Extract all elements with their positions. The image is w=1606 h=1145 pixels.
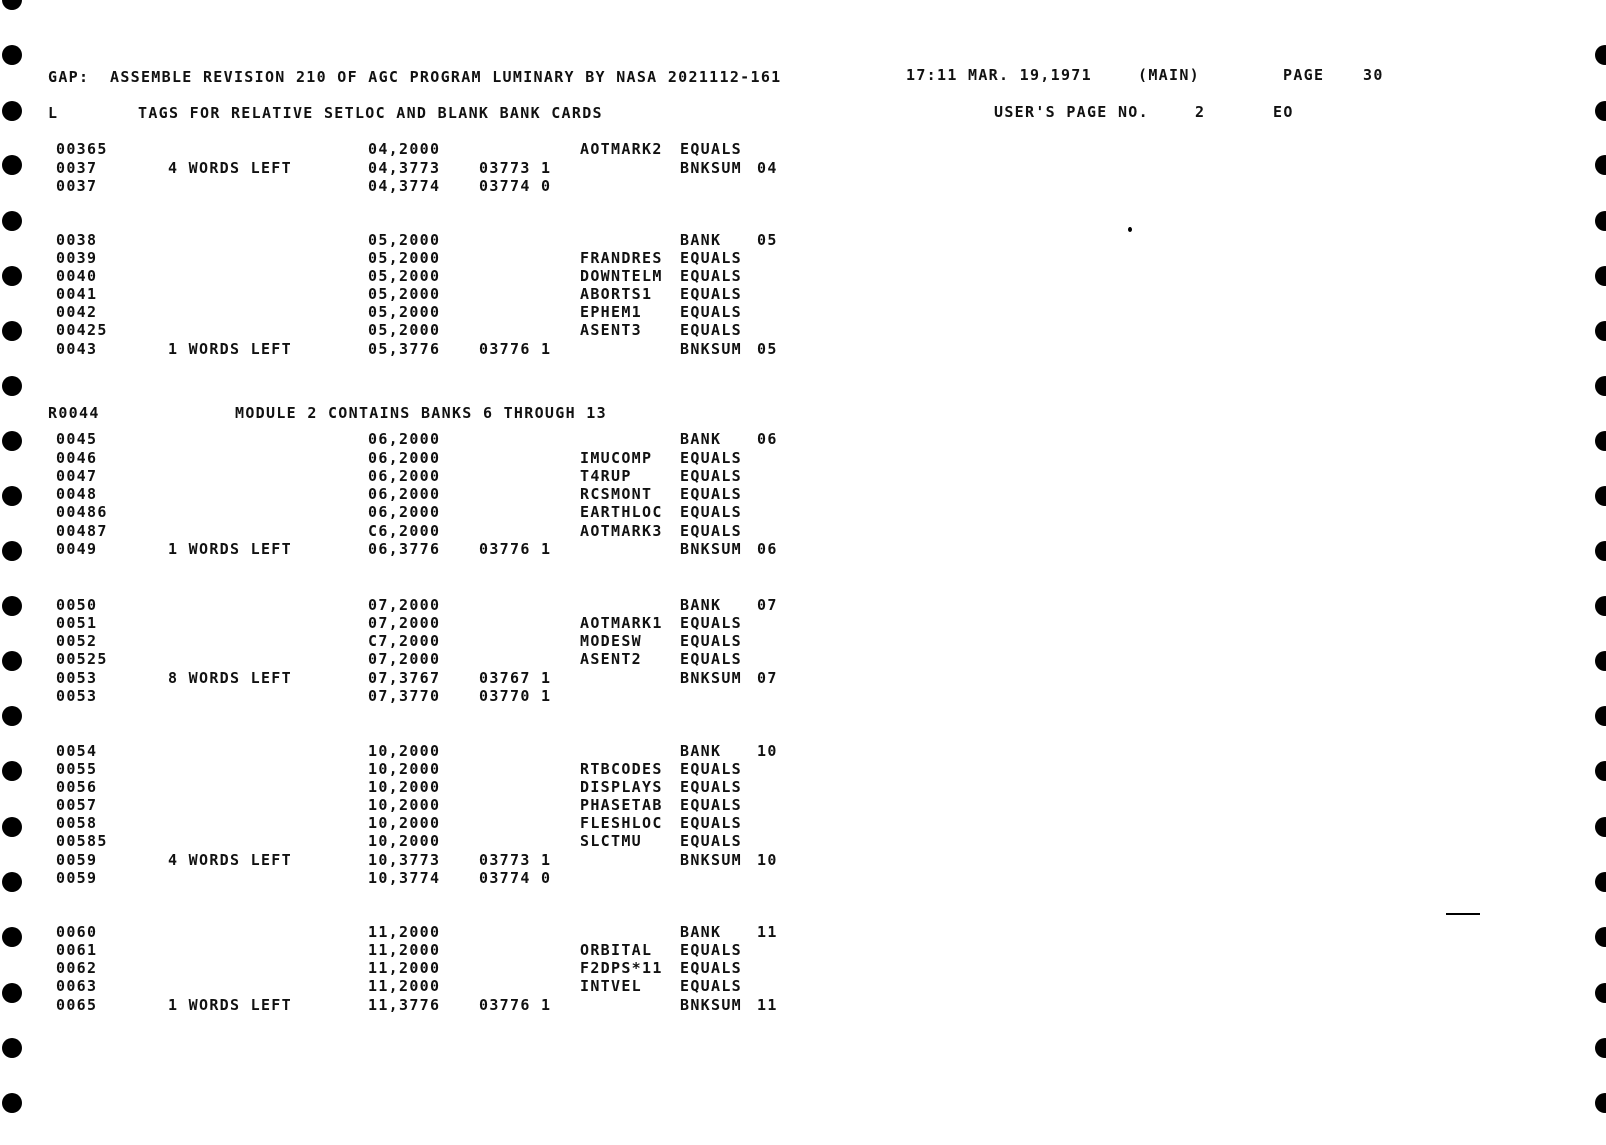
location: 06,2000	[368, 430, 441, 448]
octal-address: 03773 1	[479, 851, 552, 869]
seq-number: 0056	[56, 778, 98, 796]
tractor-hole	[1595, 706, 1606, 726]
tractor-hole	[1595, 983, 1606, 1003]
tractor-hole	[2, 651, 22, 671]
seq-number: 0058	[56, 814, 98, 832]
tractor-hole	[2, 1093, 22, 1113]
operation: EQUALS	[680, 485, 742, 503]
operation: EQUALS	[680, 796, 742, 814]
seq-number: 0063	[56, 977, 98, 995]
seq-number: 0053	[56, 669, 98, 687]
octal-address: 03767 1	[479, 669, 552, 687]
tractor-hole	[1595, 596, 1606, 616]
symbol-label: FLESHLOC	[580, 814, 663, 832]
location: 10,2000	[368, 832, 441, 850]
tractor-hole	[1595, 872, 1606, 892]
operation: EQUALS	[680, 303, 742, 321]
operation: BANK	[680, 742, 722, 760]
seq-number: 0052	[56, 632, 98, 650]
location: 07,3770	[368, 687, 441, 705]
tractor-hole	[1595, 1093, 1606, 1113]
stray-mark	[1446, 913, 1480, 915]
symbol-label: AOTMARK3	[580, 522, 663, 540]
seq-number: 0061	[56, 941, 98, 959]
location: 11,2000	[368, 977, 441, 995]
tractor-hole	[2, 872, 22, 892]
octal-address: 03774 0	[479, 177, 552, 195]
seq-number: 00486	[56, 503, 108, 521]
tractor-hole	[1595, 486, 1606, 506]
seq-number: 0059	[56, 851, 98, 869]
location: 05,2000	[368, 249, 441, 267]
seq-number: 00525	[56, 650, 108, 668]
symbol-label: INTVEL	[580, 977, 642, 995]
symbol-label: ASENT2	[580, 650, 642, 668]
location: 07,2000	[368, 596, 441, 614]
location: 05,3776	[368, 340, 441, 358]
symbol-label: EARTHLOC	[580, 503, 663, 521]
seq-number: 0043	[56, 340, 98, 358]
location: C6,2000	[368, 522, 441, 540]
operation: BNKSUM	[680, 540, 742, 558]
seq-number: 0059	[56, 869, 98, 887]
operation: BNKSUM	[680, 340, 742, 358]
seq-number: 0037	[56, 159, 98, 177]
tractor-hole	[2, 1038, 22, 1058]
operation: BNKSUM	[680, 996, 742, 1014]
seq-number: 00585	[56, 832, 108, 850]
tractor-hole	[1595, 541, 1606, 561]
tractor-hole	[1595, 651, 1606, 671]
seq-number: 0060	[56, 923, 98, 941]
symbol-label: FRANDRES	[580, 249, 663, 267]
tractor-hole	[2, 706, 22, 726]
location: 10,3773	[368, 851, 441, 869]
tractor-hole	[2, 927, 22, 947]
location: 06,2000	[368, 503, 441, 521]
operation: EQUALS	[680, 321, 742, 339]
symbol-label: DOWNTELM	[580, 267, 663, 285]
tractor-hole	[1595, 431, 1606, 451]
seq-number: 00487	[56, 522, 108, 540]
seq-number: 0055	[56, 760, 98, 778]
seq-number: 0037	[56, 177, 98, 195]
operation: EQUALS	[680, 814, 742, 832]
operation: EQUALS	[680, 449, 742, 467]
octal-address: 03774 0	[479, 869, 552, 887]
operation: BNKSUM	[680, 669, 742, 687]
symbol-label: ABORTS1	[580, 285, 653, 303]
operation: BANK	[680, 231, 722, 249]
operation: EQUALS	[680, 267, 742, 285]
tractor-hole	[2, 761, 22, 781]
operation: EQUALS	[680, 941, 742, 959]
tractor-hole	[2, 0, 22, 10]
location: 05,2000	[368, 303, 441, 321]
header-page-number: 30	[1363, 66, 1384, 84]
operation: EQUALS	[680, 778, 742, 796]
location: 06,2000	[368, 467, 441, 485]
operand: 10	[757, 851, 778, 869]
operation: EQUALS	[680, 249, 742, 267]
operation: EQUALS	[680, 522, 742, 540]
seq-number: 00425	[56, 321, 108, 339]
seq-number: 0040	[56, 267, 98, 285]
seq-number: 0042	[56, 303, 98, 321]
location: 10,2000	[368, 796, 441, 814]
users-page-number: 2	[1195, 103, 1206, 121]
octal-address: 03773 1	[479, 159, 552, 177]
tractor-hole	[1595, 1038, 1606, 1058]
tractor-hole	[2, 817, 22, 837]
tractor-hole	[1595, 376, 1606, 396]
words-left: 8 WORDS LEFT	[168, 669, 292, 687]
location: 11,2000	[368, 959, 441, 977]
location: 06,3776	[368, 540, 441, 558]
seq-number: 0057	[56, 796, 98, 814]
location: 07,3767	[368, 669, 441, 687]
symbol-label: ORBITAL	[580, 941, 653, 959]
words-left: 1 WORDS LEFT	[168, 540, 292, 558]
seq-number: 0065	[56, 996, 98, 1014]
location: 11,2000	[368, 941, 441, 959]
header-title: GAP: ASSEMBLE REVISION 210 OF AGC PROGRAM LUMINARY BY NASA 2021112-161	[48, 68, 782, 86]
octal-address: 03770 1	[479, 687, 552, 705]
symbol-label: SLCTMU	[580, 832, 642, 850]
tractor-hole	[2, 541, 22, 561]
operation: EQUALS	[680, 285, 742, 303]
tractor-hole	[1595, 321, 1606, 341]
operation: EQUALS	[680, 632, 742, 650]
symbol-label: RCSMONT	[580, 485, 653, 503]
operation: EQUALS	[680, 503, 742, 521]
operation: EQUALS	[680, 832, 742, 850]
operand: 05	[757, 231, 778, 249]
tractor-hole	[2, 983, 22, 1003]
tractor-hole	[2, 596, 22, 616]
seq-number: 0038	[56, 231, 98, 249]
users-page-label: USER'S PAGE NO.	[994, 103, 1149, 121]
seq-number: 0046	[56, 449, 98, 467]
seq-number: 0049	[56, 540, 98, 558]
stray-dot	[1128, 227, 1132, 232]
module-note-seq: R0044	[48, 404, 100, 422]
tractor-hole	[1595, 761, 1606, 781]
words-left: 4 WORDS LEFT	[168, 159, 292, 177]
octal-address: 03776 1	[479, 540, 552, 558]
location: 04,2000	[368, 140, 441, 158]
location: 11,3776	[368, 996, 441, 1014]
location: 10,2000	[368, 760, 441, 778]
operand: 07	[757, 596, 778, 614]
operand: 06	[757, 540, 778, 558]
symbol-label: RTBCODES	[580, 760, 663, 778]
tractor-hole	[2, 266, 22, 286]
operand: 05	[757, 340, 778, 358]
operation: EQUALS	[680, 977, 742, 995]
symbol-label: EPHEM1	[580, 303, 642, 321]
location: 06,2000	[368, 485, 441, 503]
location: 07,2000	[368, 614, 441, 632]
octal-address: 03776 1	[479, 996, 552, 1014]
subheader-marker: L	[48, 104, 59, 122]
location: 05,2000	[368, 231, 441, 249]
tractor-hole	[2, 211, 22, 231]
tractor-hole	[1595, 211, 1606, 231]
right-tractor-holes	[1566, 0, 1606, 1145]
location: 10,2000	[368, 814, 441, 832]
operation: EQUALS	[680, 959, 742, 977]
seq-number: 0053	[56, 687, 98, 705]
tractor-hole	[1595, 927, 1606, 947]
tractor-hole	[2, 45, 22, 65]
tractor-hole	[1595, 45, 1606, 65]
location: 11,2000	[368, 923, 441, 941]
operation: EQUALS	[680, 760, 742, 778]
words-left: 4 WORDS LEFT	[168, 851, 292, 869]
symbol-label: MODESW	[580, 632, 642, 650]
operation: EQUALS	[680, 614, 742, 632]
operand: 10	[757, 742, 778, 760]
location: 05,2000	[368, 285, 441, 303]
operation: BANK	[680, 430, 722, 448]
tractor-hole	[2, 321, 22, 341]
symbol-label: AOTMARK2	[580, 140, 663, 158]
tractor-hole	[1595, 817, 1606, 837]
seq-number: 00365	[56, 140, 108, 158]
octal-address: 03776 1	[479, 340, 552, 358]
seq-number: 0045	[56, 430, 98, 448]
location: C7,2000	[368, 632, 441, 650]
subheader-code: EO	[1273, 103, 1294, 121]
operand: 04	[757, 159, 778, 177]
seq-number: 0062	[56, 959, 98, 977]
module-note-text: MODULE 2 CONTAINS BANKS 6 THROUGH 13	[235, 404, 607, 422]
tractor-hole	[2, 155, 22, 175]
symbol-label: PHASETAB	[580, 796, 663, 814]
symbol-label: ASENT3	[580, 321, 642, 339]
seq-number: 0054	[56, 742, 98, 760]
operand: 07	[757, 669, 778, 687]
symbol-label: AOTMARK1	[580, 614, 663, 632]
words-left: 1 WORDS LEFT	[168, 340, 292, 358]
seq-number: 0039	[56, 249, 98, 267]
header-page-label: PAGE	[1283, 66, 1325, 84]
header-segment: (MAIN)	[1138, 66, 1200, 84]
words-left: 1 WORDS LEFT	[168, 996, 292, 1014]
operation: EQUALS	[680, 467, 742, 485]
location: 04,3774	[368, 177, 441, 195]
operation: BANK	[680, 596, 722, 614]
location: 06,2000	[368, 449, 441, 467]
symbol-label: F2DPS*11	[580, 959, 663, 977]
seq-number: 0048	[56, 485, 98, 503]
location: 10,3774	[368, 869, 441, 887]
tractor-hole	[2, 101, 22, 121]
seq-number: 0047	[56, 467, 98, 485]
tractor-hole	[2, 486, 22, 506]
subheader-title: TAGS FOR RELATIVE SETLOC AND BLANK BANK CARDS	[138, 104, 603, 122]
operand: 11	[757, 996, 778, 1014]
left-tractor-holes	[0, 0, 40, 1145]
seq-number: 0051	[56, 614, 98, 632]
location: 04,3773	[368, 159, 441, 177]
seq-number: 0041	[56, 285, 98, 303]
location: 07,2000	[368, 650, 441, 668]
header-time: 17:11 MAR. 19,1971	[906, 66, 1092, 84]
tractor-hole	[2, 431, 22, 451]
symbol-label: IMUCOMP	[580, 449, 653, 467]
tractor-hole	[1595, 155, 1606, 175]
operation: EQUALS	[680, 140, 742, 158]
operand: 11	[757, 923, 778, 941]
tractor-hole	[1595, 101, 1606, 121]
operation: BNKSUM	[680, 159, 742, 177]
location: 05,2000	[368, 267, 441, 285]
location: 05,2000	[368, 321, 441, 339]
operand: 06	[757, 430, 778, 448]
tractor-hole	[2, 376, 22, 396]
location: 10,2000	[368, 778, 441, 796]
symbol-label: DISPLAYS	[580, 778, 663, 796]
tractor-hole	[1595, 266, 1606, 286]
operation: BANK	[680, 923, 722, 941]
operation: BNKSUM	[680, 851, 742, 869]
seq-number: 0050	[56, 596, 98, 614]
location: 10,2000	[368, 742, 441, 760]
operation: EQUALS	[680, 650, 742, 668]
symbol-label: T4RUP	[580, 467, 632, 485]
